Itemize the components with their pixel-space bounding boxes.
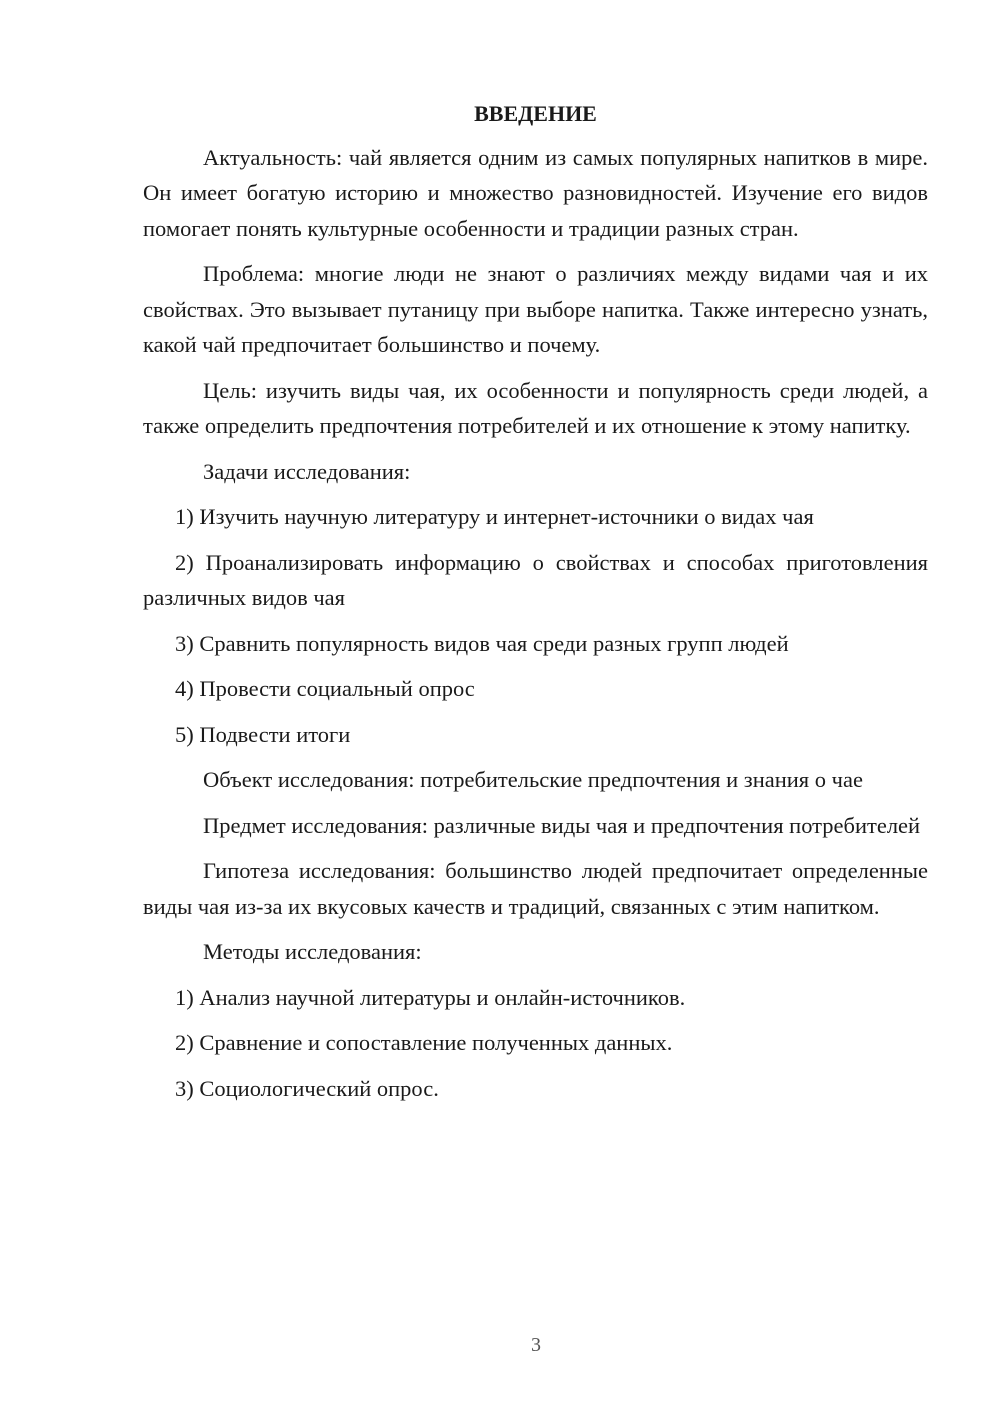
method-item-3: 3) Социологический опрос. [175, 1075, 439, 1101]
subject-paragraph: Предмет исследования: различные виды чая и предпочтения потребителей [203, 812, 921, 838]
section-title: ВВЕДЕНИЕ [474, 101, 597, 126]
problem-paragraph: Проблема: многие люди не знают о различиях между видами чая и их свойствах. Это вызывает путаницу при выборе напитка. Также интересно узнать, какой чай предпочитает большинство и почему. [143, 261, 928, 357]
method-item-1: 1) Анализ научной литературы и онлайн-источников. [175, 984, 686, 1010]
methods-heading: Методы исследования: [203, 939, 422, 964]
task-item-5: 5) Подвести итоги [175, 721, 351, 747]
object-paragraph: Объект исследования: потребительские предпочтения и знания о чае [203, 767, 863, 792]
task-item-1: 1) Изучить научную литературу и интернет-источники о видах чая [175, 504, 814, 529]
task-item-4: 4) Провести социальный опрос [175, 676, 475, 701]
page-number: 3 [531, 1334, 541, 1356]
goal-paragraph: Цель: изучить виды чая, их особенности и популярность среди людей, а также определить предпочтения потребителей и их отношение к этому напитку. [143, 377, 928, 438]
hypothesis-paragraph: Гипотеза исследования: большинство людей предпочитает определенные виды чая из-за их вкусовых качеств и традиций, связанных с этим напитком. [143, 858, 928, 919]
task-item-3: 3) Сравнить популярность видов чая среди разных групп людей [175, 630, 789, 656]
relevance-paragraph: Актуальность: чай является одним из самых популярных напитков в мире. Он имеет богатую историю и множество разновидностей. Изучение его видов помогает понять культурные особенности и традиции разных стран. [143, 144, 928, 241]
task-item-2: 2) Проанализировать информацию о свойствах и способах приготовления различных видов чая [143, 549, 928, 610]
method-item-2: 2) Сравнение и сопоставление полученных данных. [175, 1030, 673, 1055]
document-page [143, 96, 928, 1116]
tasks-heading: Задачи исследования: [203, 458, 411, 484]
